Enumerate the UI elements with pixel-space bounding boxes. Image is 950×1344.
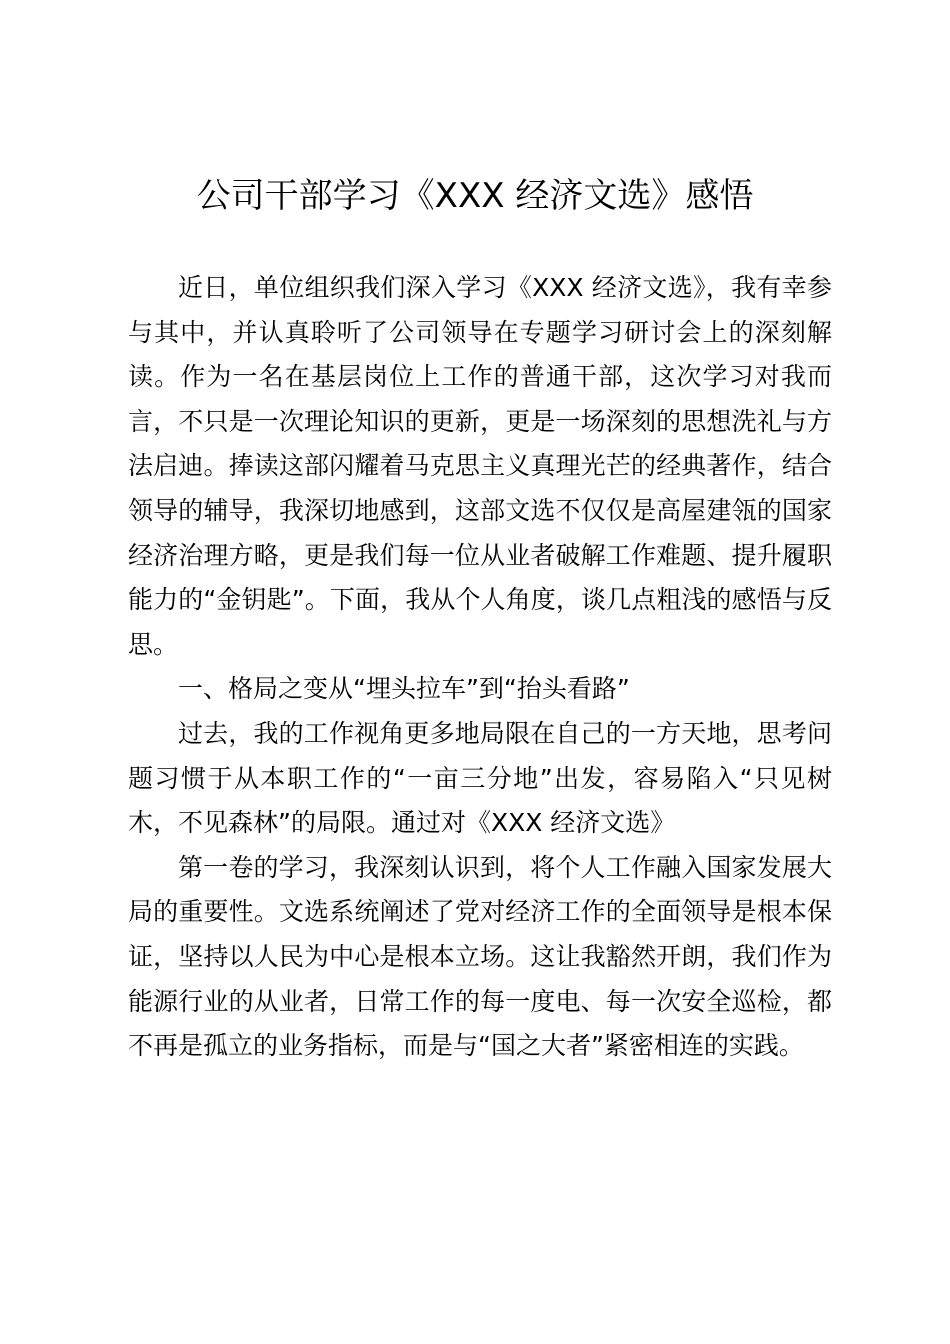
document-body: [128, 266, 832, 1069]
paragraph-past-perspective: 过去，我的工作视角更多地局限在自己的一方天地，思考问题习惯于从本职工作的“一亩三分地”出发，容易陷入“只见树木，不见森林”的局限。通过对《XXX 经济文选》: [128, 718, 832, 838]
document-title: 公司干部学习《XXX 经济文选》感悟: [196, 176, 754, 216]
paragraph-first-volume: 第一卷的学习，我深刻认识到，将个人工作融入国家发展大局的重要性。文选系统阐述了党对经济工作的全面领导是根本保证，坚持以人民为中心是根本立场。这让我豁然开朗，我们作为能源行业的从业者，日常工作的每一度电、每一次安全巡检，都不再是孤立的业务指标，而是与“国之大者”紧密相连的实践。: [128, 852, 832, 1061]
paragraph-intro: 近日，单位组织我们深入学习《XXX 经济文选》，我有幸参与其中，并认真聆听了公司领导在专题学习研讨会上的深刻解读。作为一名在基层岗位上工作的普通干部，这次学习对我而言，不只是一次理论知识的更新，更是一场深刻的思想洗礼与方法启迪。捧读这部闪耀着马克思主义真理光芒的经典著作，结合领导的辅导，我深切地感到，这部文选不仅仅是高屋建瓴的国家经济治理方略，更是我们每一位从业者破解工作难题、提升履职能力的“金钥匙”。下面，我从个人角度，谈几点粗浅的感悟与反思。: [128, 273, 832, 659]
section-heading-1: 一、格局之变从“埋头拉车”到“抬头看路”: [178, 674, 630, 704]
